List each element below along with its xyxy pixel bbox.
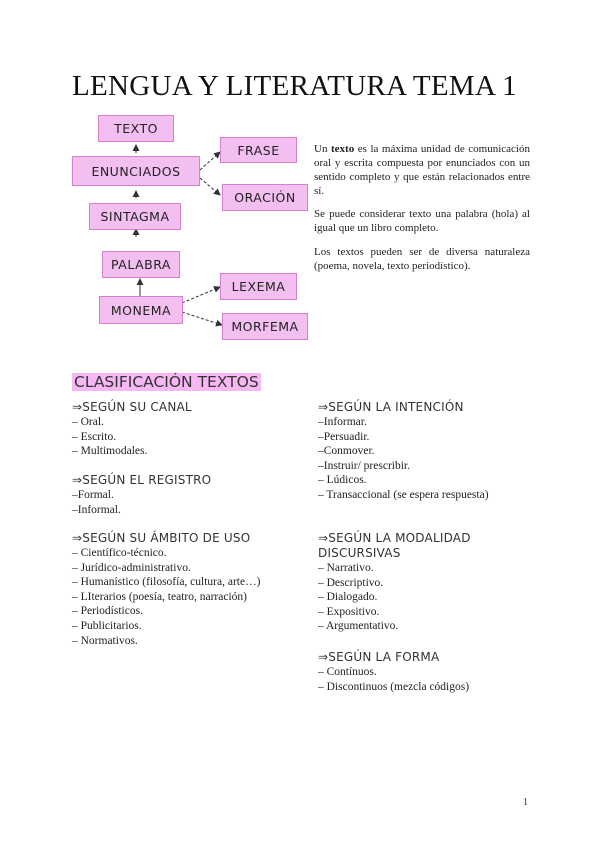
category-list (72, 415, 302, 459)
category-title: ⇒SEGÚN LA INTENCIÓN (318, 400, 464, 414)
intro-p1-bold: texto (330, 143, 355, 155)
enunciados-box: ENUNCIADOS (72, 156, 200, 186)
list-item: –Formal. (72, 489, 114, 501)
page-title: LENGUA Y LITERATURA TEMA 1 (72, 70, 517, 102)
list-item: – Discontinuos (mezcla códigos) (318, 680, 470, 693)
intro-p1-prefix: Un (314, 143, 331, 155)
list-item: – Descriptivo. (318, 576, 384, 589)
morfema-box: MORFEMA (222, 313, 308, 340)
list-item: – Escrito. (72, 430, 117, 443)
category-title: ⇒SEGÚN LA MODALIDAD DISCURSIVAS (318, 531, 471, 560)
list-item: – Jurídico-administrativo. (72, 561, 191, 574)
category-ambito (72, 531, 302, 648)
sintagma-box: SINTAGMA (89, 203, 181, 230)
list-item: –Informal. (72, 503, 121, 516)
list-item: – Humanístico (filosofía, cultura, arte…) (72, 576, 261, 589)
lexema-box: LEXEMA (220, 273, 297, 300)
intro-p1-rest: es la máxima unidad de comunicación oral y escrita compuesta por enunciados con un sentido completo y que están relacionados entre sí. (314, 143, 530, 197)
list-item: – Transaccional (se espera respuesta) (318, 488, 489, 501)
oracion-box: ORACIÓN (222, 184, 308, 211)
category-list (318, 415, 548, 503)
category-list (72, 488, 302, 517)
category-registro (72, 473, 302, 517)
frase-box: FRASE (220, 137, 297, 163)
category-title: ⇒SEGÚN SU CANAL (72, 400, 192, 414)
category-list (318, 561, 508, 634)
list-item: – Narrativo. (318, 562, 374, 574)
list-item: –Conmover. (318, 445, 375, 458)
category-list (72, 546, 302, 648)
category-title: ⇒SEGÚN LA FORMA (318, 650, 440, 664)
list-item: – Lúdicos. (318, 474, 367, 487)
classification-heading: CLASIFICACIÓN TEXTOS (74, 373, 259, 391)
list-item: – LIterarios (poesía, teatro, narración) (72, 590, 247, 603)
list-item: – Normativos. (72, 634, 138, 647)
list-item: – Dialogado. (318, 591, 378, 604)
list-item: – Periodísticos. (72, 605, 143, 618)
category-list (318, 665, 548, 694)
list-item: –Instruir/ prescribir. (318, 459, 410, 472)
palabra-box: PALABRA (102, 251, 180, 278)
category-modalidad (318, 531, 508, 634)
category-canal (72, 400, 302, 459)
intro-paragraph-2: Se puede considerar texto una palabra (hola) al igual que un libro completo. (314, 208, 530, 234)
list-item: – Argumentativo. (318, 620, 399, 633)
monema-to-morfema-arrow (182, 312, 222, 325)
list-item: – Publicitarios. (72, 619, 142, 632)
list-item: – Contínuos. (318, 666, 377, 678)
list-item: –Persuadir. (318, 430, 370, 443)
intro-paragraph-3: Los textos pueden ser de diversa naturaleza (poema, novela, texto periodístico). (314, 246, 530, 272)
category-forma (318, 650, 548, 694)
list-item: – Expositivo. (318, 605, 380, 618)
list-item: – Oral. (72, 416, 104, 428)
list-item: – Científico-técnico. (72, 547, 167, 559)
texto-box: TEXTO (98, 115, 174, 142)
page-number: 1 (523, 797, 528, 808)
category-title: ⇒SEGÚN SU ÁMBITO DE USO (72, 531, 251, 545)
category-intencion (318, 400, 548, 503)
intro-paragraph-1 (314, 142, 530, 198)
monema-to-lexema-arrow (182, 287, 220, 303)
monema-box: MONEMA (99, 296, 183, 324)
enunciados-to-oracion-arrow (200, 178, 220, 195)
list-item: – Multimodales. (72, 445, 148, 458)
enunciados-to-frase-arrow (200, 152, 220, 170)
category-title: ⇒SEGÚN EL REGISTRO (72, 473, 212, 487)
list-item: –Informar. (318, 416, 367, 428)
